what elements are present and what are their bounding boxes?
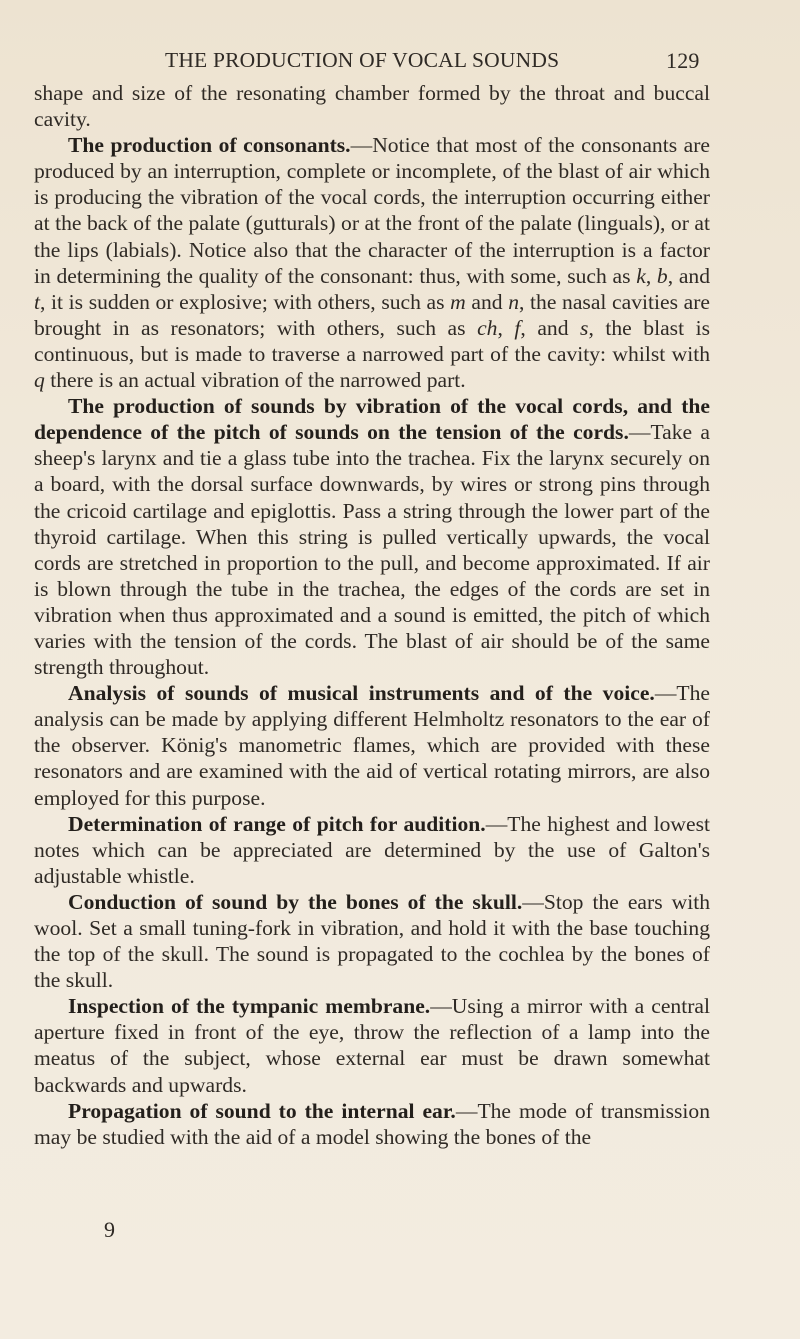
letter-example: ch xyxy=(477,315,498,340)
letter-example: t xyxy=(34,289,40,314)
paragraph-text: Take a sheep's larynx and tie a glass tube into the trachea. Fix the larynx securely on a board, with the dorsal surface downwards, by wires or strong pins through the cricoid cartilage and epiglottis. Pass a string through the lower part of the thyroid cartilage. When this string is pulled vertically upwards, the vocal cords are stretched in proportion to the pull, and become approximated. If air is blown through the tube in the trachea, the edges of the cords are set in vibration when thus approximated and a sound is emitted, the pitch of which varies with the tension of the cords. The blast of air should be of the same strength throughout. xyxy=(34,420,710,680)
letter-example: k xyxy=(636,263,646,288)
paragraph-internal-ear xyxy=(34,1098,710,1150)
em-dash: — xyxy=(430,994,452,1019)
paragraph-tympanic-membrane xyxy=(34,993,710,1097)
signature-mark: 9 xyxy=(104,1217,115,1242)
body-text xyxy=(34,80,710,1150)
paragraph-text: there is an actual vibration of the narrowed part. xyxy=(44,368,466,393)
em-dash: — xyxy=(350,133,373,158)
paragraph-text: and xyxy=(465,289,509,314)
paragraph-text: Using a mirror with a central aperture fixed in front of the eye, throw the reflection of a lamp into the meatus of the subject, whose external ear must be drawn somewhat backwards and upwards. xyxy=(34,994,710,1097)
paragraph-text: , it is sudden or explosive; with others, such as xyxy=(40,289,451,314)
paragraph-consonants xyxy=(34,132,710,393)
paragraph-text: , the nasal cavities are brought in as resonators; with others, such as xyxy=(34,289,710,340)
em-dash: — xyxy=(628,420,651,445)
paragraph-text: The analysis can be made by applying different Helmholtz resonators to the ear of the observer. König's manometric flames, which are provided with these resonators and are examined with the aid of vertical rotating mirrors, are also employed for this purpose. xyxy=(34,681,710,810)
letter-example: s xyxy=(580,315,589,340)
em-dash: — xyxy=(654,681,677,706)
section-heading: Determination of range of pitch for audition. xyxy=(68,811,486,836)
letter-example: n xyxy=(508,289,520,314)
em-dash: — xyxy=(522,889,544,914)
paragraph-text: The mode of transmission may be studied with the aid of a model showing the bones of the xyxy=(34,1098,710,1149)
em-dash: — xyxy=(455,1098,478,1123)
section-heading: The production of consonants. xyxy=(68,133,351,158)
paragraph-range-of-pitch xyxy=(34,811,710,889)
paragraph-text: , the blast is continuous, but is made to traverse a narrowed part of the cavity: whilst with xyxy=(34,315,711,366)
em-dash: — xyxy=(485,811,508,836)
paragraph-bone-conduction xyxy=(34,889,710,993)
letter-example: m xyxy=(450,289,466,314)
paragraph-continued xyxy=(34,80,710,132)
letter-example: q xyxy=(34,368,45,393)
section-heading: Inspection of the tympanic membrane. xyxy=(68,994,431,1019)
letter-example: b xyxy=(656,263,668,288)
section-heading: Conduction of sound by the bones of the skull. xyxy=(68,889,523,914)
section-heading: The production of sounds by vibration of the vocal cords, and the dependence of the pitch of sounds on the tension of the cords. xyxy=(34,394,710,445)
section-heading: Propagation of sound to the internal ear. xyxy=(68,1098,456,1123)
section-heading: Analysis of sounds of musical instruments and of the voice. xyxy=(68,681,655,706)
paragraph-text: , xyxy=(645,263,657,288)
paragraph-text: , and xyxy=(520,315,581,340)
paragraph-text: , and xyxy=(667,263,711,288)
paragraph-text: The highest and lowest notes which can be appreciated are determined by the use of Galton's adjustable whistle. xyxy=(34,811,710,888)
paragraph-text: , xyxy=(497,315,515,340)
paragraph-analysis xyxy=(34,680,710,810)
running-head-title: THE PRODUCTION OF VOCAL SOUNDS xyxy=(165,48,560,72)
letter-example: f xyxy=(514,315,521,340)
running-head xyxy=(0,48,800,78)
paragraph-text: shape and size of the resonating chamber formed by the throat and buccal cavity. xyxy=(34,81,710,132)
paragraph-text: Stop the ears with wool. Set a small tuning-fork in vibration, and hold it with the base touching the top of the skull. The sound is propagated to the cochlea by the bones of the skull. xyxy=(34,889,710,993)
paragraph-vocal-cords xyxy=(34,393,710,680)
paragraph-text: Notice that most of the consonants are produced by an interruption, complete or incomplete, of the blast of air which is producing the vibration of the vocal cords, the interruption occurring either at the back of the palate (gutturals) or at the front of the palate (linguals), or at the lips (labials). Notice also that the character of the interruption is a factor in determining the quality of the consonant: thus, with some, such as xyxy=(34,133,711,288)
page-number: 129 xyxy=(666,48,700,73)
